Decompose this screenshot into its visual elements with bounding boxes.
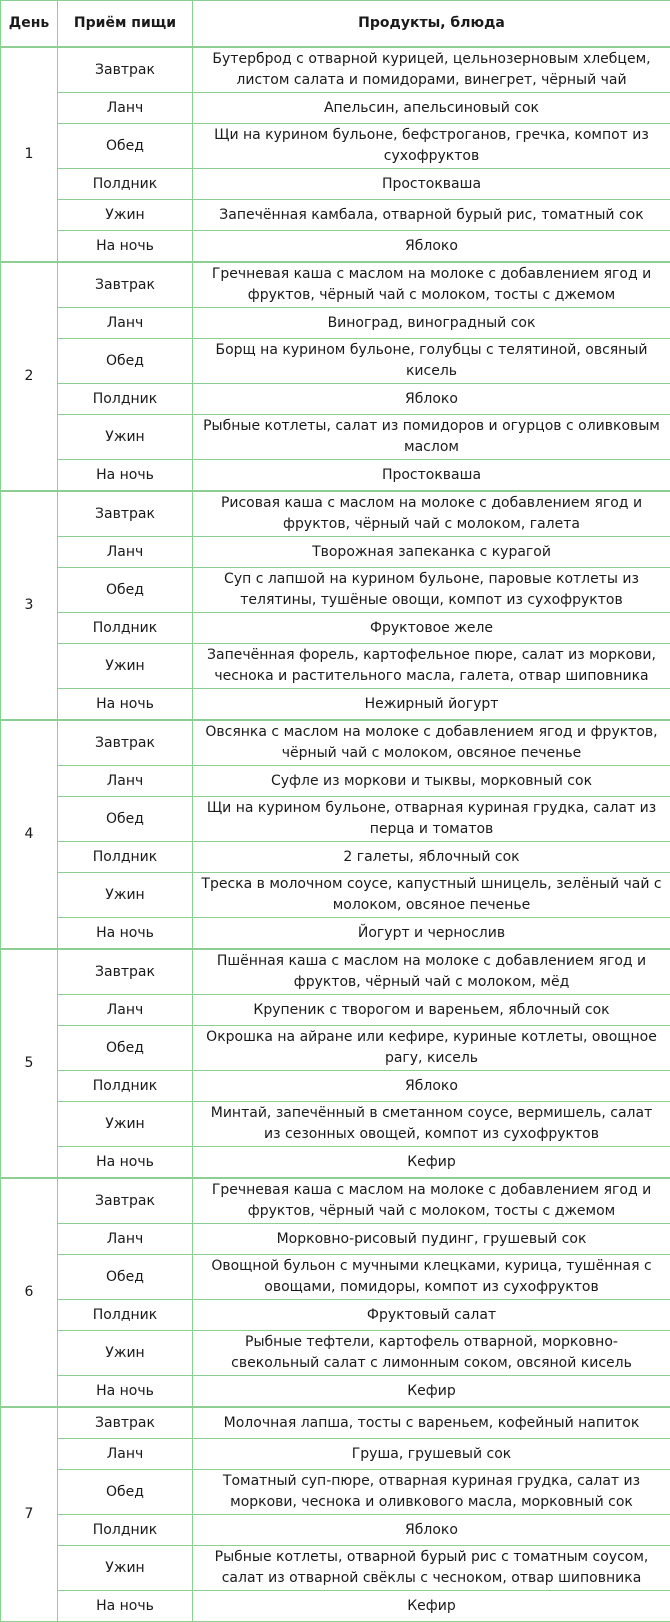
meal-name: Завтрак	[58, 720, 193, 766]
meal-name: На ночь	[58, 1376, 193, 1408]
meal-name: Полдник	[58, 842, 193, 873]
meal-name: На ночь	[58, 1147, 193, 1179]
meal-foods: Апельсин, апельсиновый сок	[193, 93, 670, 124]
meal-name: Завтрак	[58, 949, 193, 995]
table-row	[1, 1439, 670, 1470]
meal-name: На ночь	[58, 918, 193, 950]
meal-foods: Щи на курином бульоне, бефстроганов, гречка, компот из сухофруктов	[193, 124, 670, 169]
meal-name: Ланч	[58, 93, 193, 124]
meal-name: Ужин	[58, 1546, 193, 1591]
table-row	[1, 415, 670, 460]
meal-foods: Окрошка на айране или кефире, куриные котлеты, овощное рагу, кисель	[193, 1026, 670, 1071]
meal-name: На ночь	[58, 460, 193, 492]
table-row	[1, 262, 670, 308]
table-row	[1, 93, 670, 124]
meal-name: Ланч	[58, 1224, 193, 1255]
table-row	[1, 918, 670, 950]
table-row	[1, 1407, 670, 1439]
meal-foods: Яблоко	[193, 231, 670, 263]
table-row	[1, 1591, 670, 1622]
day-number: 2	[1, 262, 58, 491]
header-food: Продукты, блюда	[193, 1, 670, 48]
meal-name: Ланч	[58, 1439, 193, 1470]
meal-name: Обед	[58, 1470, 193, 1515]
header-meal: Приём пищи	[58, 1, 193, 48]
meal-foods: Пшённая каша с маслом на молоке с добавлением ягод и фруктов, чёрный чай с молоком, мёд	[193, 949, 670, 995]
table-row	[1, 1071, 670, 1102]
meal-foods: Гречневая каша с маслом на молоке с добавлением ягод и фруктов, чёрный чай с молоком, тосты с джемом	[193, 262, 670, 308]
table-row	[1, 169, 670, 200]
meal-name: Ужин	[58, 1331, 193, 1376]
table-row	[1, 1376, 670, 1408]
meal-foods: Щи на курином бульоне, отварная куриная грудка, салат из перца и томатов	[193, 797, 670, 842]
meal-name: На ночь	[58, 689, 193, 721]
table-header	[1, 1, 670, 48]
table-row	[1, 384, 670, 415]
day-number: 7	[1, 1407, 58, 1622]
meal-foods: Бутерброд с отварной курицей, цельнозерновым хлебцем, листом салата и помидорами, винегрет, чёрный чай	[193, 47, 670, 93]
table-row	[1, 47, 670, 93]
meal-name: Обед	[58, 1255, 193, 1300]
meal-foods: Гречневая каша с маслом на молоке с добавлением ягод и фруктов, чёрный чай с молоком, тосты с джемом	[193, 1178, 670, 1224]
meal-foods: Крупеник с творогом и вареньем, яблочный сок	[193, 995, 670, 1026]
day-number: 6	[1, 1178, 58, 1407]
meal-name: Обед	[58, 339, 193, 384]
day-number: 3	[1, 491, 58, 720]
day-number: 1	[1, 47, 58, 262]
table-row	[1, 797, 670, 842]
table-body	[1, 47, 670, 1622]
meal-foods: Нежирный йогурт	[193, 689, 670, 721]
table-row	[1, 644, 670, 689]
meal-foods: Творожная запеканка с курагой	[193, 537, 670, 568]
meal-name: Полдник	[58, 613, 193, 644]
table-row	[1, 1546, 670, 1591]
meal-foods: Простокваша	[193, 169, 670, 200]
table-row	[1, 568, 670, 613]
table-row	[1, 689, 670, 721]
meal-foods: Груша, грушевый сок	[193, 1439, 670, 1470]
meal-name: Ланч	[58, 766, 193, 797]
meal-name: Ужин	[58, 415, 193, 460]
meal-foods: Запечённая форель, картофельное пюре, салат из моркови, чеснока и растительного масла, галета, отвар шиповника	[193, 644, 670, 689]
meal-foods: Борщ на курином бульоне, голубцы с телятиной, овсяный кисель	[193, 339, 670, 384]
meal-foods: Томатный суп-пюре, отварная куриная грудка, салат из моркови, чеснока и оливкового масла, морковный сок	[193, 1470, 670, 1515]
meal-name: Обед	[58, 124, 193, 169]
table-row	[1, 1224, 670, 1255]
meal-foods: Рисовая каша с маслом на молоке с добавлением ягод и фруктов, чёрный чай с молоком, галета	[193, 491, 670, 537]
meal-foods: Овощной бульон с мучными клецками, курица, тушённая с овощами, помидоры, компот из сухофруктов	[193, 1255, 670, 1300]
table-row	[1, 1515, 670, 1546]
table-row	[1, 766, 670, 797]
meal-name: Ужин	[58, 644, 193, 689]
meal-name: Ланч	[58, 308, 193, 339]
table-row	[1, 1470, 670, 1515]
meal-name: Обед	[58, 1026, 193, 1071]
meal-name: На ночь	[58, 231, 193, 263]
meal-name: Завтрак	[58, 47, 193, 93]
table-row	[1, 995, 670, 1026]
table-row	[1, 1026, 670, 1071]
meal-name: Ланч	[58, 995, 193, 1026]
table-row	[1, 720, 670, 766]
meal-name: Завтрак	[58, 491, 193, 537]
header-row	[1, 1, 670, 48]
meal-name: На ночь	[58, 1591, 193, 1622]
table-row	[1, 1331, 670, 1376]
table-row	[1, 460, 670, 492]
meal-foods: Молочная лапша, тосты с вареньем, кофейный напиток	[193, 1407, 670, 1439]
meal-foods: Суфле из моркови и тыквы, морковный сок	[193, 766, 670, 797]
table-row	[1, 1178, 670, 1224]
meal-foods: Запечённая камбала, отварной бурый рис, томатный сок	[193, 200, 670, 231]
meal-name: Полдник	[58, 169, 193, 200]
meal-foods: Морковно-рисовый пудинг, грушевый сок	[193, 1224, 670, 1255]
meal-name: Ужин	[58, 200, 193, 231]
table-row	[1, 842, 670, 873]
meal-foods: Кефир	[193, 1376, 670, 1408]
meal-foods: Овсянка с маслом на молоке с добавлением ягод и фруктов, чёрный чай с молоком, овсяное печенье	[193, 720, 670, 766]
meal-name: Ужин	[58, 873, 193, 918]
table-row	[1, 231, 670, 263]
table-row	[1, 1255, 670, 1300]
meal-name: Завтрак	[58, 262, 193, 308]
table-row	[1, 613, 670, 644]
meal-foods: Кефир	[193, 1147, 670, 1179]
meal-foods: 2 галеты, яблочный сок	[193, 842, 670, 873]
meal-foods: Йогурт и чернослив	[193, 918, 670, 950]
meal-name: Полдник	[58, 384, 193, 415]
table-row	[1, 308, 670, 339]
meal-name: Завтрак	[58, 1178, 193, 1224]
meal-foods: Рыбные тефтели, картофель отварной, морковно-свекольный салат с лимонным соком, овсяной кисель	[193, 1331, 670, 1376]
meal-name: Завтрак	[58, 1407, 193, 1439]
table-row	[1, 1300, 670, 1331]
meal-foods: Яблоко	[193, 1515, 670, 1546]
table-row	[1, 124, 670, 169]
table-row	[1, 339, 670, 384]
table-row	[1, 949, 670, 995]
meal-name: Полдник	[58, 1515, 193, 1546]
table-row	[1, 1102, 670, 1147]
meal-foods: Треска в молочном соусе, капустный шницель, зелёный чай с молоком, овсяное печенье	[193, 873, 670, 918]
meal-foods: Минтай, запечённый в сметанном соусе, вермишель, салат из сезонных овощей, компот из сухофруктов	[193, 1102, 670, 1147]
meal-name: Полдник	[58, 1300, 193, 1331]
meal-foods: Рыбные котлеты, отварной бурый рис с томатным соусом, салат из отварной свёклы с чесноком, отвар шиповника	[193, 1546, 670, 1591]
meal-name: Ужин	[58, 1102, 193, 1147]
meal-name: Ланч	[58, 537, 193, 568]
meal-foods: Яблоко	[193, 1071, 670, 1102]
meal-foods: Суп с лапшой на курином бульоне, паровые котлеты из телятины, тушёные овощи, компот из сухофруктов	[193, 568, 670, 613]
meal-name: Полдник	[58, 1071, 193, 1102]
table-row	[1, 873, 670, 918]
table-row	[1, 537, 670, 568]
header-day: День	[1, 1, 58, 48]
meal-name: Обед	[58, 797, 193, 842]
meal-name: Обед	[58, 568, 193, 613]
table-row	[1, 491, 670, 537]
day-number: 5	[1, 949, 58, 1178]
meal-foods: Фруктовое желе	[193, 613, 670, 644]
meal-foods: Виноград, виноградный сок	[193, 308, 670, 339]
table-row	[1, 1147, 670, 1179]
meal-foods: Фруктовый салат	[193, 1300, 670, 1331]
meal-foods: Простокваша	[193, 460, 670, 492]
meal-foods: Яблоко	[193, 384, 670, 415]
table-row	[1, 200, 670, 231]
meal-foods: Рыбные котлеты, салат из помидоров и огурцов с оливковым маслом	[193, 415, 670, 460]
meal-foods: Кефир	[193, 1591, 670, 1622]
day-number: 4	[1, 720, 58, 949]
